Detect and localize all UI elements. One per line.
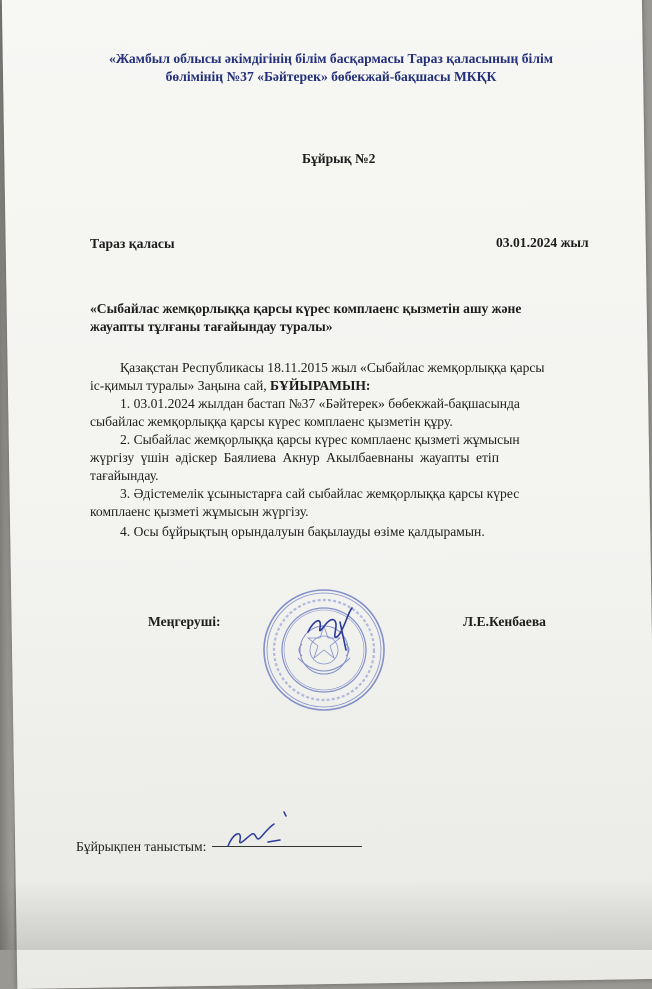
item-2-line-2: жүргізу үшін әдіскер Баялиева Акнур Акылбаевнаны жауапты етіп xyxy=(90,450,499,465)
order-city: Тараз қаласы xyxy=(90,236,175,251)
head-signature xyxy=(300,602,370,658)
item-1-line-1: 1. 03.01.2024 жылдан бастап №37 «Бәйтерек» бөбекжай-бақшасында xyxy=(120,396,520,411)
acknowledgement-label: Бұйрықпен таныстым: xyxy=(76,839,207,854)
signatory-name: Л.Е.Кенбаева xyxy=(463,614,546,629)
intro-line-1: Қазақстан Республикасы 18.11.2015 жыл «Сыбайлас жемқорлыққа қарсы xyxy=(120,360,545,375)
item-3-line-1: 3. Әдістемелік ұсыныстарға сай сыбайлас жемқорлыққа қарсы күрес xyxy=(120,486,520,501)
organization-header-line-1: «Жамбыл облысы әкімдігінің білім басқармасы Тараз қаласының білім xyxy=(108,51,553,66)
signatory-role: Меңгеруші: xyxy=(148,614,221,629)
order-date: 03.01.2024 жыл xyxy=(496,235,589,250)
order-subject-line-2: жауапты тұлғаны тағайындау туралы» xyxy=(90,319,333,334)
order-title: Бұйрық №2 xyxy=(302,151,376,166)
item-2-line-3: тағайындау. xyxy=(90,468,159,483)
item-1-line-2: сыбайлас жемқорлыққа қарсы күрес комплаенс қызметін құру. xyxy=(90,414,453,429)
item-3-line-2: комплаенс қызметі жұмысын жүргізу. xyxy=(90,504,309,519)
item-4-line-1: 4. Осы бұйрықтың орындалуын бақылауды өзіме қалдырамын. xyxy=(120,524,485,539)
order-subject-line-1: «Сыбайлас жемқорлыққа қарсы күрес комплаенс қызметін ашу және xyxy=(90,301,522,316)
acknowledgement-signature xyxy=(222,806,292,858)
intro-line-2 xyxy=(90,377,370,394)
item-2-line-1: 2. Сыбайлас жемқорлыққа қарсы күрес комплаенс қызметі жұмысын xyxy=(120,432,520,447)
organization-header-line-2: бөлімінің №37 «Бәйтерек» бөбекжай-бақшасы МКҚК xyxy=(165,69,497,84)
order-directive: БҰЙЫРАМЫН: xyxy=(270,378,371,393)
intro-line-2-text: іс-қимыл туралы» Заңына сай, xyxy=(90,378,271,393)
